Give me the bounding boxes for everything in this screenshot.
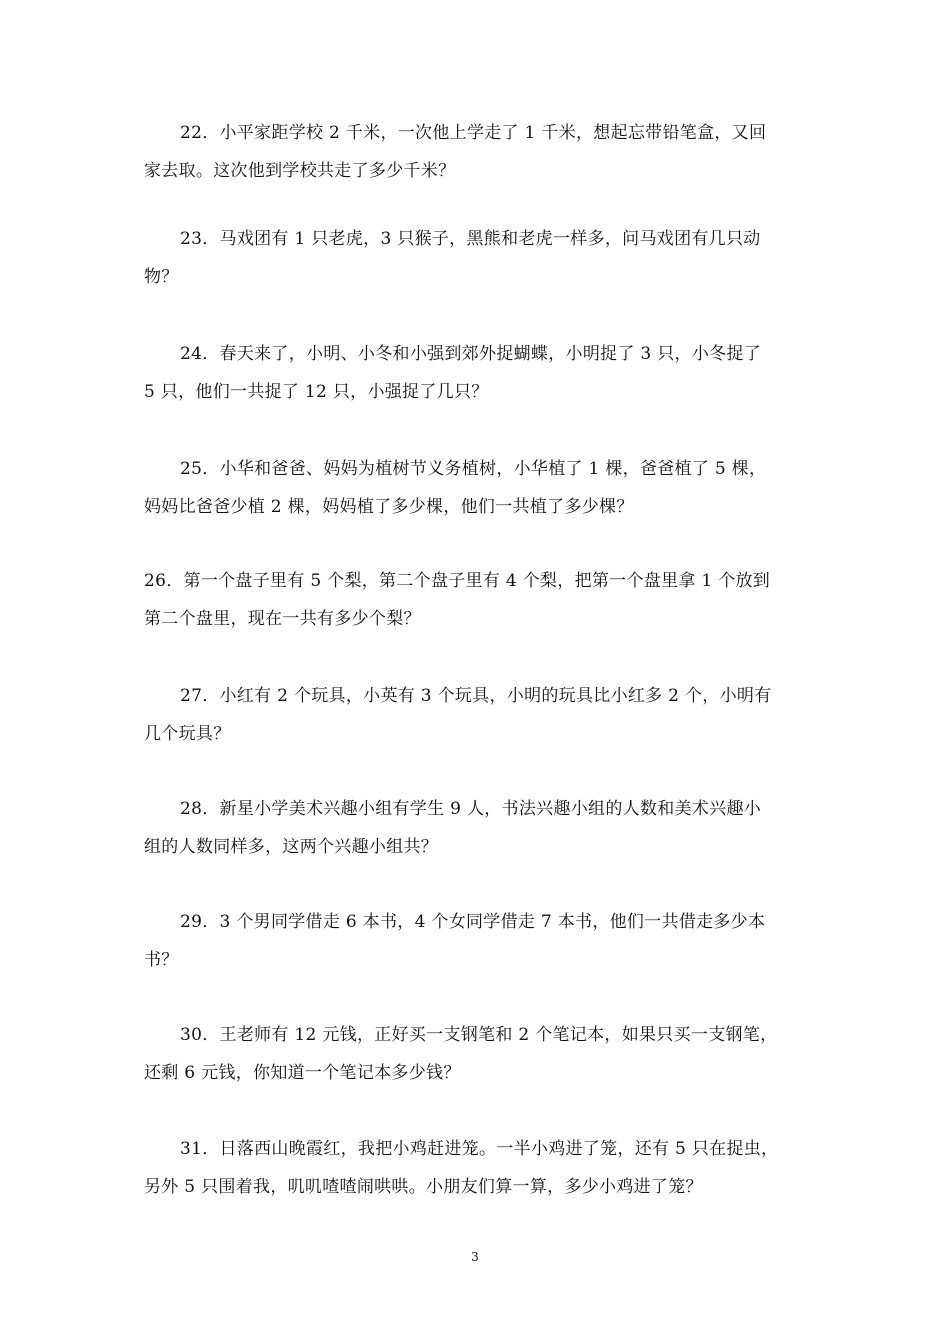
problem-line: 25．小华和爸爸、妈妈为植树节义务植树，小华植了 1 棵，爸爸植了 5 棵，: [180, 459, 767, 479]
problem-line: 29．3 个男同学借走 6 本书，4 个女同学借走 7 本书，他们一共借走多少本: [180, 912, 766, 932]
problem-31: [144, 1130, 812, 1206]
problem-26: [144, 562, 812, 638]
problem-line: 组的人数同样多，这两个兴趣小组共？: [144, 837, 439, 857]
problem-line: 24．春天来了，小明、小冬和小强到郊外捉蝴蝶，小明捉了 3 只，小冬捉了: [180, 344, 762, 364]
problem-line: 妈妈比爸爸少植 2 棵，妈妈植了多少棵，他们一共植了多少棵？: [144, 497, 634, 517]
problem-23: [144, 220, 812, 296]
problem-line: 26．第一个盘子里有 5 个梨，第二个盘子里有 4 个梨，把第一个盘里拿 1 个放到: [144, 571, 771, 591]
page-number: 3: [471, 1250, 479, 1264]
problem-24: [144, 335, 812, 411]
problem-line: 5 只，他们一共捉了 12 只，小强捉了几只？: [144, 382, 489, 402]
problem-line: 家去取。这次他到学校共走了多少千米？: [144, 161, 456, 181]
problem-line: 23．马戏团有 1 只老虎，3 只猴子，黑熊和老虎一样多，问马戏团有几只动: [180, 229, 761, 249]
problem-line: 另外 5 只围着我，叽叽喳喳闹哄哄。小朋友们算一算，多少小鸡进了笼？: [144, 1177, 703, 1197]
problem-line: 22．小平家距学校 2 千米，一次他上学走了 1 千米，想起忘带铅笔盒，又回: [180, 123, 767, 143]
problem-25: [144, 450, 812, 526]
problem-line: 31．日落西山晚霞红，我把小鸡赶进笼。一半小鸡进了笼，还有 5 只在捉虫，: [180, 1139, 779, 1159]
problem-line: 30．王老师有 12 元钱，正好买一支钢笔和 2 个笔记本，如果只买一支钢笔，: [180, 1025, 778, 1045]
problem-28: [144, 790, 812, 866]
problem-line: 物？: [144, 267, 179, 287]
problem-22: [144, 114, 812, 190]
problem-line: 还剩 6 元钱，你知道一个笔记本多少钱？: [144, 1063, 461, 1083]
problem-line: 书？: [144, 950, 179, 970]
problem-27: [144, 677, 812, 753]
problem-line: 28．新星小学美术兴趣小组有学生 9 人，书法兴趣小组的人数和美术兴趣小: [180, 799, 762, 819]
problem-line: 第二个盘里，现在一共有多少个梨？: [144, 609, 421, 629]
problem-30: [144, 1016, 812, 1092]
problem-line: 几个玩具？: [144, 724, 231, 744]
problem-line: 27．小红有 2 个玩具，小英有 3 个玩具，小明的玩具比小红多 2 个，小明有: [180, 686, 772, 706]
problem-29: [144, 903, 812, 979]
